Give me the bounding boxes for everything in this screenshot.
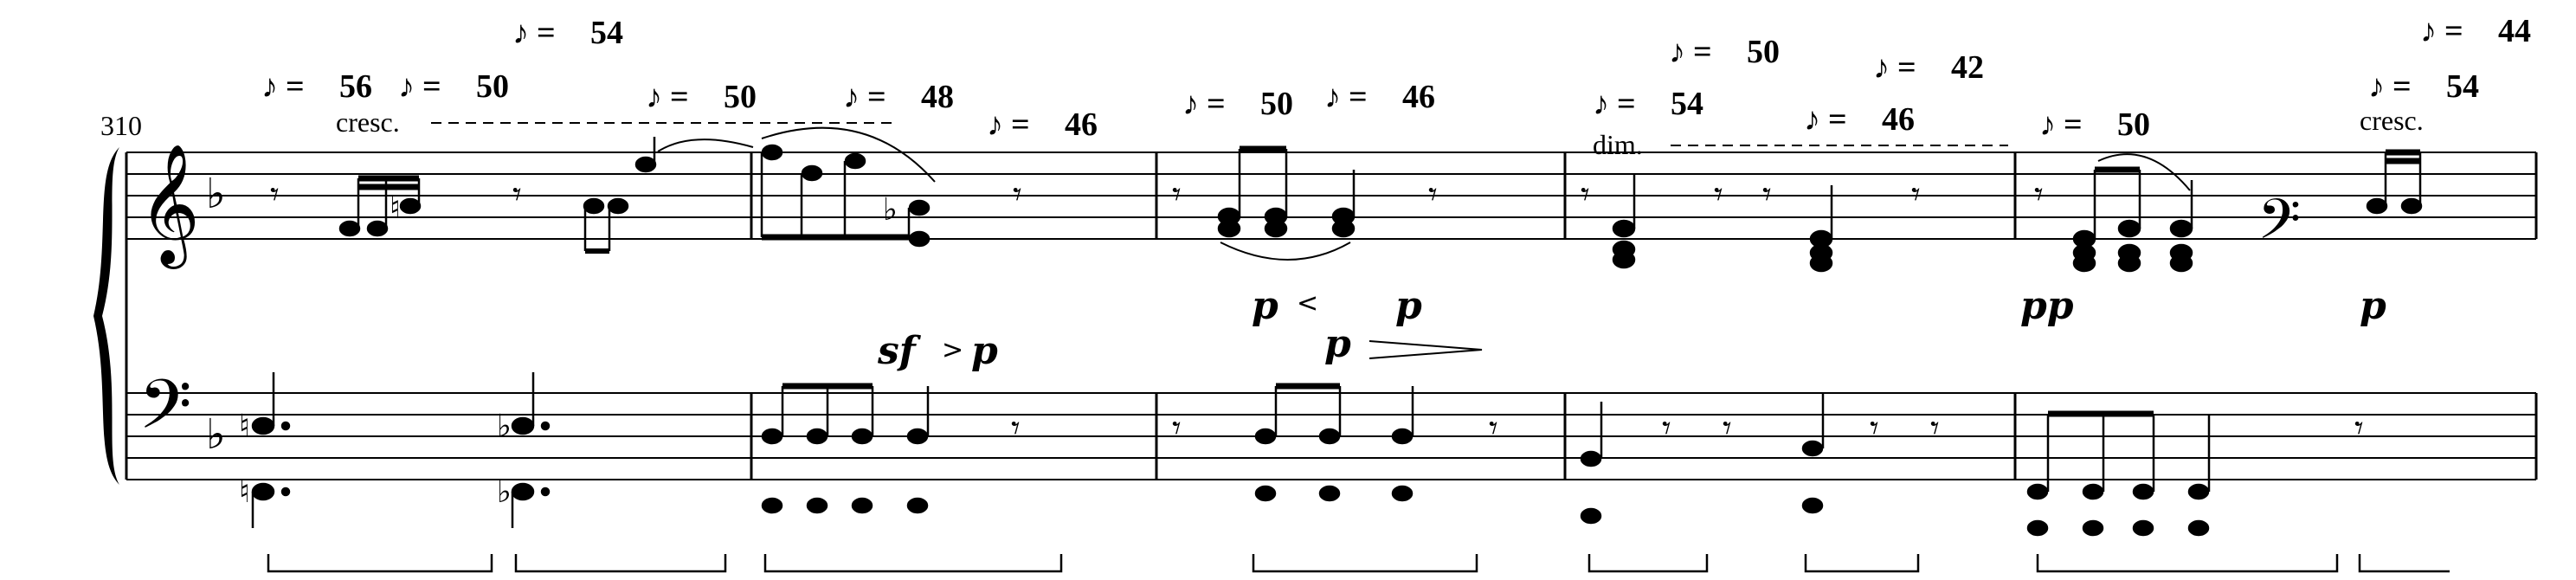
tempo-mark — [1182, 86, 1293, 122]
svg-text:46: 46 — [1065, 106, 1098, 143]
eighth-rest-icon: 𝄾 — [1581, 175, 1590, 215]
eighth-rest-icon: 𝄾 — [1013, 175, 1022, 215]
svg-text:=: = — [1897, 49, 1916, 86]
bottom-brackets — [268, 554, 2450, 571]
eighth-rest-icon: 𝄾 — [1489, 409, 1498, 448]
svg-text:50: 50 — [2117, 106, 2150, 143]
eighth-rest-icon: 𝄾 — [270, 175, 280, 215]
dynamic-p: p — [2360, 284, 2386, 328]
eighth-rest-icon: 𝄾 — [1172, 175, 1182, 215]
dynamic-p: p — [971, 329, 998, 373]
grand-staff-brace — [93, 147, 119, 485]
tempo-markings — [261, 13, 2531, 143]
svg-text:=: = — [286, 68, 305, 105]
tempo-mark — [2420, 13, 2531, 49]
svg-text:48: 48 — [921, 79, 954, 115]
svg-text:=: = — [2392, 68, 2412, 105]
eighth-rest-icon: 𝄾 — [512, 175, 522, 215]
svg-text:=: = — [2064, 106, 2083, 143]
eighth-rest-icon: 𝄾 — [1723, 409, 1732, 448]
dynamic-pp: pp — [2020, 284, 2074, 328]
eighth-rest-icon: 𝄾 — [1714, 175, 1723, 215]
svg-text:50: 50 — [724, 79, 757, 115]
tempo-mark — [1804, 101, 1915, 138]
eighth-rest-icon: 𝄾 — [1428, 175, 1438, 215]
svg-text:♪: ♪ — [261, 68, 278, 105]
eighth-rest-icon: 𝄾 — [1870, 409, 1879, 448]
tempo-mark — [2368, 68, 2479, 105]
svg-text:54: 54 — [1671, 86, 1703, 122]
svg-text:=: = — [1828, 101, 1847, 138]
svg-text:46: 46 — [1882, 101, 1915, 138]
crescendo-hairpin-icon: < — [1297, 288, 1319, 319]
svg-text:♪: ♪ — [2039, 106, 2056, 143]
svg-text:50: 50 — [1260, 86, 1293, 122]
svg-text:=: = — [2444, 13, 2463, 49]
bass-notes — [239, 372, 2364, 535]
eighth-rest-icon: 𝄾 — [1011, 409, 1021, 448]
tempo-mark — [2039, 106, 2150, 143]
treble-clef-icon: 𝄞 — [138, 144, 200, 264]
svg-text:♪: ♪ — [1593, 86, 1609, 122]
tempo-mark — [1593, 86, 1703, 122]
svg-text:42: 42 — [1951, 49, 1984, 86]
dynamic-sf: sf — [878, 329, 916, 373]
treble-notes — [270, 128, 2421, 271]
tempo-mark — [843, 79, 954, 115]
cresc-text: cresc. — [336, 106, 400, 138]
bass-clef-icon: 𝄢 — [138, 364, 192, 461]
dynamic-p: p — [1252, 284, 1278, 328]
svg-text:♪: ♪ — [1324, 79, 1341, 115]
tempo-mark — [987, 106, 1098, 143]
svg-text:♭: ♭ — [497, 409, 512, 444]
svg-text:=: = — [1617, 86, 1636, 122]
svg-text:46: 46 — [1402, 79, 1435, 115]
bass-clef-change-icon: 𝄢 — [2257, 188, 2302, 266]
dynamics — [877, 284, 2386, 373]
svg-text:♮: ♮ — [239, 409, 250, 444]
svg-text:44: 44 — [2498, 13, 2531, 49]
svg-text:♮: ♮ — [239, 474, 250, 510]
eighth-rest-icon: 𝄾 — [1762, 175, 1772, 215]
svg-text:54: 54 — [2446, 68, 2479, 105]
eighth-rest-icon: 𝄾 — [2354, 409, 2364, 448]
treble-flat-icon: ♭ — [206, 170, 226, 218]
svg-text:=: = — [1207, 86, 1226, 122]
svg-text:♮: ♮ — [390, 190, 401, 226]
measure-number: 310 — [100, 110, 142, 141]
svg-text:=: = — [1011, 106, 1030, 143]
svg-text:=: = — [422, 68, 441, 105]
svg-text:=: = — [670, 79, 689, 115]
svg-text:56: 56 — [339, 68, 372, 105]
svg-text:♪: ♪ — [1873, 49, 1890, 86]
eighth-rest-icon: 𝄾 — [1911, 175, 1921, 215]
dynamic-p: p — [1324, 322, 1351, 366]
tempo-mark — [512, 15, 623, 51]
svg-text:♪: ♪ — [512, 15, 529, 51]
tempo-mark — [398, 68, 509, 105]
eighth-rest-icon: 𝄾 — [1172, 409, 1182, 448]
accent-icon: > — [942, 335, 964, 365]
svg-text:54: 54 — [590, 15, 623, 51]
svg-text:=: = — [867, 79, 886, 115]
tempo-mark — [1324, 79, 1435, 115]
tempo-mark — [646, 79, 757, 115]
svg-text:♪: ♪ — [987, 106, 1003, 143]
svg-text:♭: ♭ — [497, 474, 512, 510]
dim-text: dim. — [1593, 129, 1643, 160]
svg-text:♪: ♪ — [2420, 13, 2437, 49]
svg-text:=: = — [537, 15, 556, 51]
svg-text:=: = — [1693, 34, 1712, 70]
svg-text:♪: ♪ — [1182, 86, 1199, 122]
tempo-mark — [261, 68, 372, 105]
svg-text:50: 50 — [476, 68, 509, 105]
svg-text:♪: ♪ — [2368, 68, 2385, 105]
bass-flat-icon: ♭ — [206, 410, 226, 459]
svg-text:♪: ♪ — [1804, 101, 1820, 138]
dynamic-p: p — [1395, 284, 1422, 328]
decrescendo-hairpin-icon — [1369, 341, 1482, 358]
tempo-mark — [1669, 34, 1780, 70]
eighth-rest-icon: 𝄾 — [1662, 409, 1671, 448]
cresc-text-2: cresc. — [2360, 105, 2424, 136]
svg-text:♪: ♪ — [646, 79, 662, 115]
tempo-mark — [1873, 49, 1984, 86]
svg-text:50: 50 — [1747, 34, 1780, 70]
svg-text:♭: ♭ — [883, 192, 898, 228]
svg-text:♪: ♪ — [843, 79, 860, 115]
eighth-rest-icon: 𝄾 — [2034, 175, 2044, 215]
eighth-rest-icon: 𝄾 — [1930, 409, 1940, 448]
svg-text:=: = — [1349, 79, 1368, 115]
svg-text:♪: ♪ — [398, 68, 415, 105]
svg-text:♪: ♪ — [1669, 34, 1685, 70]
